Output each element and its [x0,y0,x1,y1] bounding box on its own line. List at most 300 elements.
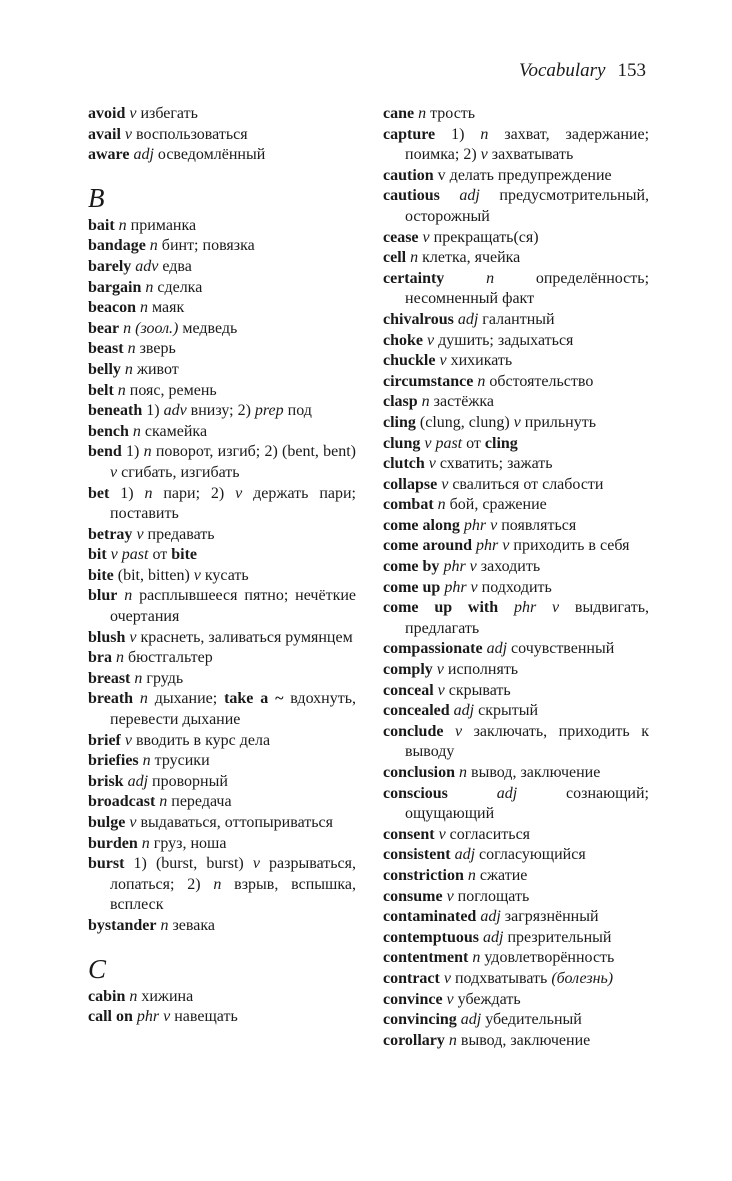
vocab-entry [383,372,649,393]
grammar-label: n [463,866,476,884]
vocab-entry [88,145,356,166]
translation: внизу; 2) [186,402,255,420]
headword: bit [88,546,107,564]
grammar-label: n [480,125,489,143]
headword: conclusion [383,764,456,781]
grammar-label: v [434,825,446,843]
grammar-label: v [418,228,430,246]
grammar-label: v [120,125,132,143]
vocab-entry [88,854,356,916]
vocab-entry [383,845,649,866]
section-letter: B [88,182,105,213]
headword: take a ~ [224,690,284,708]
headword: bear [88,319,120,337]
translation: хихикать [446,352,513,370]
translation: прекращать(ся) [429,228,539,246]
grammar-label: n [114,216,127,234]
headword: choke [383,331,423,349]
grammar-label: adj [479,928,504,946]
translation: едва [158,257,192,275]
grammar-label: adj [453,310,479,328]
grammar-label: n [136,299,148,317]
translation: медведь [178,319,238,337]
translation: клетка, ячейка [418,249,521,267]
grammar-label: n [468,949,481,967]
translation: убедительный [481,1011,582,1029]
translation: захватывать [487,146,574,164]
grammar-label: n [112,649,124,667]
vocab-entry [88,525,356,546]
headword: brisk [88,772,124,790]
headword: bet [88,484,110,502]
grammar-label: v [439,969,451,987]
headword: consent [383,825,435,843]
translation: 1) (burst, burst) [124,855,253,873]
translation: пояс, ремень [125,381,217,399]
translation: 1) [142,402,164,420]
headword: come by [383,558,440,576]
headword: comply [383,661,433,679]
headword: certainty [383,269,445,287]
translation: выдвигать, предлагать [405,599,649,637]
grammar-label: n [433,496,446,514]
translation: избегать [136,105,198,122]
headword: barely [88,257,132,275]
grammar-label: n [137,834,150,852]
translation: загрязнённый [500,908,599,926]
translation: (bit, bitten) [113,566,194,584]
vocab-entry [88,442,356,483]
vocab-entry [88,669,356,690]
vocab-entry [88,987,356,1008]
headword: contentment [383,949,469,967]
vocab-entry [88,751,356,772]
grammar-label: n [128,422,141,440]
grammar-label: v [110,463,118,481]
grammar-label: n [117,587,133,605]
translation: зевака [168,916,215,934]
grammar-label: adv [131,257,159,275]
headword: circumstance [383,372,474,390]
headword: blush [88,628,126,646]
grammar-label: n [444,1031,457,1049]
vocab-entry [383,1010,649,1031]
translation: 1) [435,125,481,143]
vocab-entry [88,628,356,649]
vocab-entry [383,825,649,846]
translation: согласующийся [475,846,586,864]
vocab-entry [383,660,649,681]
vocab-entry [88,586,356,627]
headword: breath [88,690,134,708]
vocab-entry [383,434,649,455]
grammar-label: v [423,331,435,349]
headword: bulge [88,814,126,831]
vocab-entry [88,104,356,125]
vocab-entry [383,475,649,496]
grammar-label: n [145,237,158,255]
grammar-label: (болезнь) [551,969,614,987]
grammar-label: adv [163,402,187,420]
headword: caution [383,166,434,184]
translation: бинт; повязка [157,237,255,255]
vocab-entry [383,413,649,434]
grammar-label: v [235,484,243,502]
headword: cell [383,249,407,267]
vocab-entry [88,689,356,730]
translation: под [283,402,312,420]
vocab-entry [88,566,356,587]
vocab-entry [383,887,649,908]
translation: вывод, заключение [456,1031,591,1049]
headword: clung [383,434,421,452]
vocab-entry [88,319,356,340]
grammar-label: n [155,793,168,811]
vocab-entry [383,907,649,928]
headword: beneath [88,402,143,420]
grammar-label: phr v [459,516,498,534]
vocab-entry [88,648,356,669]
vocab-entry [383,495,649,516]
vocab-entry [88,813,356,834]
vocab-entry [383,763,649,784]
headword: chivalrous [383,310,454,328]
vocab-entry [88,278,356,299]
vocab-entry [383,1031,649,1052]
grammar-label: adj [456,1011,482,1029]
headword: cautious [383,187,440,205]
vocab-entry [88,257,356,278]
translation: грудь [142,669,184,687]
headword: cling [484,434,518,452]
vocab-entry [383,722,649,763]
translation: проворный [148,772,228,790]
translation: удовлетворённость [480,949,615,967]
grammar-label: v [252,855,260,873]
translation: вывод, заключение [467,764,601,781]
headword: cease [383,228,419,246]
page-number: 153 [617,60,646,81]
vocab-entry [88,1007,356,1028]
grammar-label: adj [447,784,518,802]
translation: предусмотрительный, осторожный [405,187,649,225]
grammar-label: v [125,814,137,831]
headword: combat [383,496,434,514]
translation: разрываться, лопаться; 2) [110,855,357,893]
headword: avoid [88,105,126,122]
vocab-entry [383,701,649,722]
translation: трусики [150,752,210,770]
vocab-entry [383,784,649,825]
headword: burden [88,834,138,852]
headword: brief [88,731,121,749]
translation: от [148,546,172,564]
vocab-entry [383,969,649,990]
vocab-entry [88,381,356,402]
grammar-label: adj [449,702,475,720]
headword: contemptuous [383,928,480,946]
translation: v делать предупреждение [433,166,612,184]
headword: clutch [383,455,425,473]
translation: вводить в курс дела [131,731,271,749]
grammar-label: v past [106,546,149,564]
headword: consume [383,887,443,905]
translation: сознающий; ощущающий [405,784,649,823]
headword: bite [171,546,198,564]
grammar-label: v [442,990,454,1008]
grammar-label: n [130,669,143,687]
vocab-entry [383,269,649,310]
headword: compassionate [383,640,483,658]
grammar-label: phr v [132,1008,171,1026]
translation: захват, задержание; поимка; 2) [405,125,650,164]
grammar-label: phr v [440,578,478,596]
vocab-entry [383,536,649,557]
grammar-label: adj [476,908,501,926]
headword: bandage [88,237,146,255]
headword: bait [88,216,115,234]
grammar-label: adj [123,772,149,790]
translation: кусать [200,566,249,584]
vocab-entry [88,125,356,146]
headword: conclude [383,722,444,740]
grammar-label: n [143,443,152,461]
grammar-label: n [123,340,136,358]
headword: cabin [88,987,126,1005]
translation: передача [167,793,232,811]
grammar-label: v [125,105,137,122]
translation: сделка [153,278,203,296]
translation: трость [426,105,476,122]
vocab-entry [383,125,649,166]
grammar-label: n [414,105,427,122]
translation: появляться [497,516,577,534]
translation: подхватывать [450,969,552,987]
grammar-label: phr v [498,599,560,617]
running-head [519,60,646,82]
vocab-entry [88,792,356,813]
headword: convince [383,990,443,1008]
grammar-label: v [193,566,201,584]
vocab-entry [383,166,649,187]
vocab-entry [383,248,649,269]
grammar-label: v [125,628,137,646]
headword: chuckle [383,352,436,370]
headword: bra [88,649,112,667]
headword: call on [88,1008,133,1026]
headword: contract [383,969,440,987]
translation: презрительный [503,928,612,946]
headword: bystander [88,916,157,934]
headword: come up [383,578,441,596]
translation: зверь [135,340,176,358]
vocab-entry [383,557,649,578]
vocab-entry [383,186,649,227]
headword: betray [88,525,133,543]
grammar-label: n (зоол.) [119,319,179,337]
translation: заходить [476,558,541,576]
translation: застёжка [429,393,494,411]
headword: come up with [383,599,499,617]
translation: поглощать [453,887,530,905]
vocab-entry [383,454,649,475]
vocab-entry [383,598,649,639]
translation: (clung, clung) [415,413,514,431]
grammar-label: v [480,146,488,164]
translation: 1) [121,443,144,461]
grammar-label: phr v [439,558,477,576]
headword: aware [88,146,130,164]
grammar-label: v [443,722,463,740]
translation: воспользоваться [132,125,248,143]
headword: blur [88,587,118,605]
grammar-label: v past [420,434,463,452]
vocab-entry [88,401,356,422]
translation: приходить в себя [509,537,630,555]
headword: convincing [383,1011,457,1029]
grammar-label: adj [482,640,508,658]
translation: осведомлённый [153,146,266,164]
translation: исполнять [443,661,519,679]
vocab-entry [88,360,356,381]
vocab-entry [383,866,649,887]
headword: constriction [383,866,464,884]
translation: бой, сражение [445,496,547,514]
headword: come along [383,516,460,534]
headword: contaminated [383,908,477,926]
grammar-label: prep [254,402,284,420]
grammar-label: n [156,916,169,934]
headword: conscious [383,784,448,802]
headword: belt [88,381,114,399]
translation: взрыв, вспышка, всплеск [110,875,356,914]
headword: corollary [383,1031,445,1049]
vocab-entry [383,948,649,969]
headword: breast [88,669,131,687]
left-column [88,104,356,1028]
grammar-label: v [513,413,521,431]
vocab-entry [383,310,649,331]
translation: прильнуть [520,413,597,431]
vocab-entry [383,104,649,125]
vocab-entry [383,351,649,372]
translation: бюстгальтер [124,649,213,667]
translation: хижина [137,987,194,1005]
translation: держать пари; поставить [110,484,357,523]
vocab-entry [383,578,649,599]
vocab-entry [383,990,649,1011]
headword: bargain [88,278,142,296]
translation: от [462,434,485,452]
translation: вдохнуть, перевести дыхание [110,690,357,729]
translation: сжатие [475,866,528,884]
vocab-entry [383,331,649,352]
grammar-label: v [424,455,436,473]
translation: краснеть, заливаться румянцем [136,628,353,646]
translation: скамейка [140,422,208,440]
translation: скрытый [474,702,539,720]
translation: схватить; зажать [435,455,553,473]
translation: предавать [143,525,215,543]
grammar-label: adj [129,146,154,164]
grammar-label: n [138,752,151,770]
headword: collapse [383,475,438,493]
vocab-entry [383,228,649,249]
translation: скрывать [444,681,511,699]
vocab-entry [88,834,356,855]
grammar-label: n [473,372,486,390]
headword: bite [88,566,114,584]
translation: сочувственный [507,640,615,658]
translation: душить; задыхаться [434,331,574,349]
translation: обстоятельство [485,372,594,390]
vocab-entry [383,681,649,702]
grammar-label: n [120,360,133,378]
grammar-label: n [417,393,430,411]
headword: come around [383,537,473,555]
translation: свалиться от слабости [448,475,604,493]
grammar-label: n [133,690,148,708]
translation: подходить [477,578,552,596]
grammar-label: v [432,661,444,679]
translation: галантный [478,310,555,328]
translation: расплывшееся пятно; нечёткие очертания [110,587,357,626]
grammar-label: v [442,887,454,905]
headword: clasp [383,393,418,411]
translation: груз, ноша [149,834,227,852]
translation: заключать, приходить к выводу [405,722,649,761]
grammar-label: phr v [472,537,510,555]
headword: briefies [88,752,139,770]
vocab-entry [88,545,356,566]
grammar-label: n [455,764,468,781]
translation: поворот, изгиб; 2) (bent, bent) [151,443,357,461]
vocab-entry [88,916,356,937]
grammar-label: n [406,249,419,267]
headword: bench [88,422,129,440]
grammar-label: n [144,484,153,502]
grammar-label: n [125,987,138,1005]
headword: broadcast [88,793,156,811]
translation: приманка [126,216,197,234]
headword: concealed [383,702,450,720]
grammar-label: v [132,525,144,543]
translation: выдаваться, оттопыриваться [136,814,333,831]
vocab-entry [88,422,356,443]
grammar-label: n [113,381,126,399]
headword: bend [88,443,122,461]
grammar-label: v [437,475,449,493]
headword: beacon [88,299,136,317]
headword: burst [88,855,125,873]
translation: маяк [148,299,185,317]
grammar-label: v [433,681,445,699]
translation: определённость; несомненный факт [405,269,650,308]
vocab-entry [88,339,356,360]
section-letter: C [88,953,107,984]
headword: conceal [383,681,434,699]
vocab-entry [383,516,649,537]
right-column [383,104,649,1051]
grammar-label: v [120,731,132,749]
running-head-title: Vocabulary [518,60,606,81]
grammar-label: n [141,278,154,296]
headword: capture [383,125,436,143]
translation: убеждать [453,990,521,1008]
translation: 1) [109,484,145,502]
translation: пари; 2) [152,484,236,502]
vocab-entry [88,731,356,752]
